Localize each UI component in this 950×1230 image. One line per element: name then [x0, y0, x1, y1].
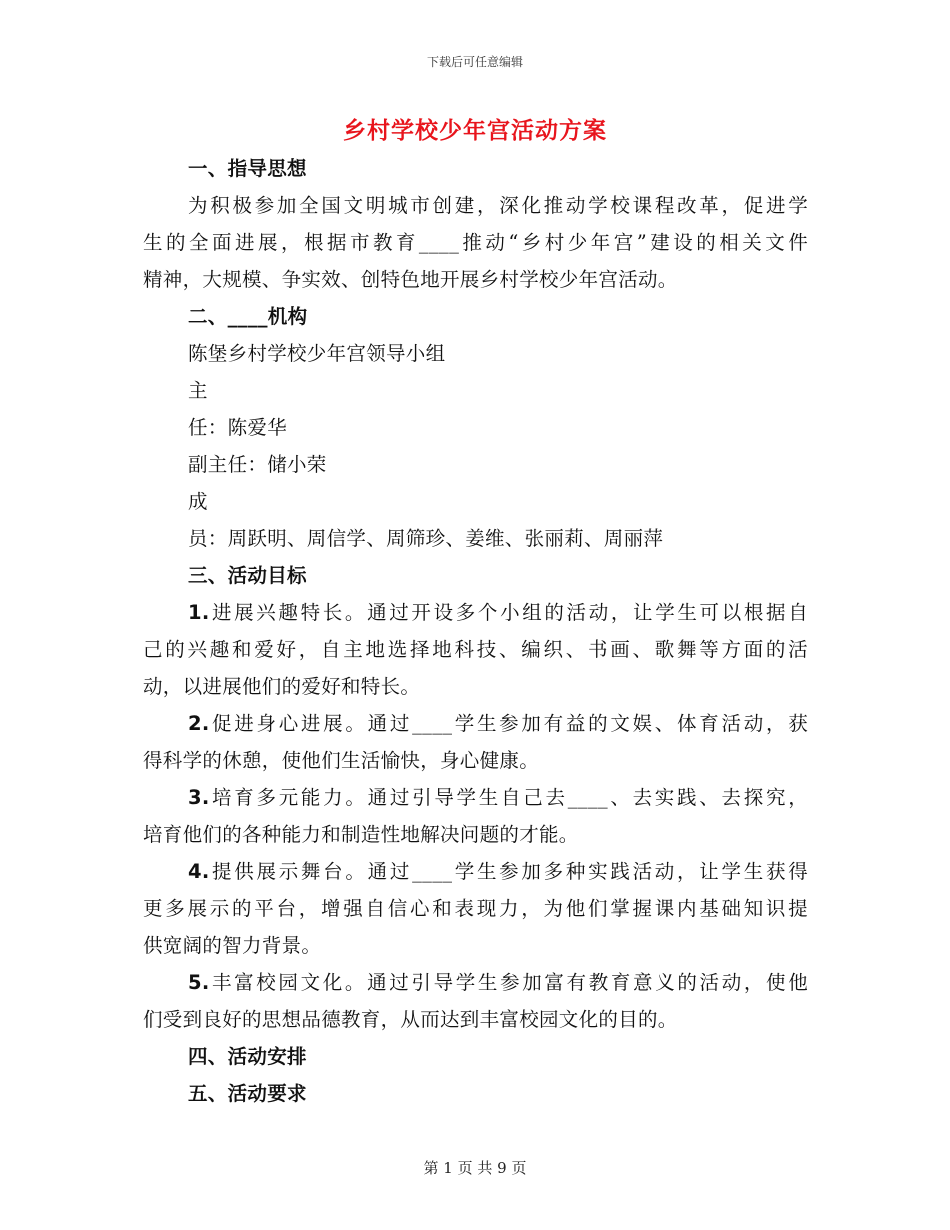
- page-number: 第 1 页 共 9 页: [423, 1159, 527, 1177]
- paragraph-line: 生的全面进展，根据市教育____推动“乡村少年宫”建设的相关文件: [143, 231, 808, 254]
- member-line: 主: [188, 379, 208, 402]
- document-title: 乡村学校少年宫活动方案: [343, 117, 607, 144]
- paragraph-line: 更多展示的平台，增强自信心和表现力，为他们掌握课内基础知识提: [143, 897, 808, 920]
- paragraph-line: 们受到良好的思想品德教育，从而达到丰富校园文化的目的。: [143, 1008, 678, 1031]
- member-line: 成: [188, 490, 208, 513]
- paragraph-line: 供宽阔的智力背景。: [143, 934, 322, 957]
- member-line: 员：周跃明、周信学、周筛珍、姜维、张丽莉、周丽萍: [188, 527, 664, 550]
- section-heading-guiding-ideology: 一、指导思想: [188, 157, 307, 180]
- paragraph-line: 己的兴趣和爱好，自主地选择地科技、编织、书画、歌舞等方面的活: [143, 638, 808, 661]
- goal-number: 2.: [188, 712, 210, 735]
- member-line: 任：陈爱华: [188, 416, 288, 439]
- paragraph-line: 动，以进展他们的爱好和特长。: [143, 675, 421, 698]
- goal-number: 5.: [188, 971, 210, 994]
- section-heading-activity-arrangement: 四、活动安排: [188, 1045, 307, 1068]
- member-line: 副主任：储小荣: [188, 453, 327, 476]
- document-body: [143, 150, 808, 1112]
- goal-number: 1.: [188, 601, 210, 624]
- goal-text: 丰富校园文化。通过引导学生参加富有教育意义的活动，使他: [209, 971, 808, 994]
- paragraph-line: 培育他们的各种能力和制造性地解决问题的才能。: [143, 823, 579, 846]
- goal-item-line: [143, 853, 808, 890]
- group-name: 陈堡乡村学校少年宫领导小组: [188, 342, 446, 365]
- paragraph-line: 为积极参加全国文明城市创建，深化推动学校课程改革，促进学: [188, 194, 808, 217]
- goal-item-line: [143, 779, 808, 816]
- goal-number: 3.: [188, 786, 210, 809]
- goal-item-line: [143, 705, 808, 742]
- section-heading-activity-goals: 三、活动目标: [188, 564, 307, 587]
- section-heading-activity-requirements: 五、活动要求: [188, 1082, 307, 1105]
- goal-number: 4.: [188, 860, 210, 883]
- goal-text: 提供展示舞台。通过____学生参加多种实践活动，让学生获得: [209, 860, 808, 883]
- goal-item-line: [143, 964, 808, 1001]
- goal-text: 进展兴趣特长。通过开设多个小组的活动，让学生可以根据自: [209, 601, 808, 624]
- goal-item-line: [143, 594, 808, 631]
- section-heading-organization: 二、____机构: [188, 305, 308, 328]
- paragraph-line: 得科学的休憩，使他们生活愉快，身心健康。: [143, 749, 540, 772]
- header-note: 下载后可任意编辑: [426, 55, 523, 69]
- goal-text: 促进身心进展。通过____学生参加有益的文娱、体育活动，获: [209, 712, 808, 735]
- goal-text: 培育多元能力。通过引导学生自己去____、去实践、去探究，: [209, 786, 808, 809]
- paragraph-line: 精神，大规模、争实效、创特色地开展乡村学校少年宫活动。: [143, 268, 678, 291]
